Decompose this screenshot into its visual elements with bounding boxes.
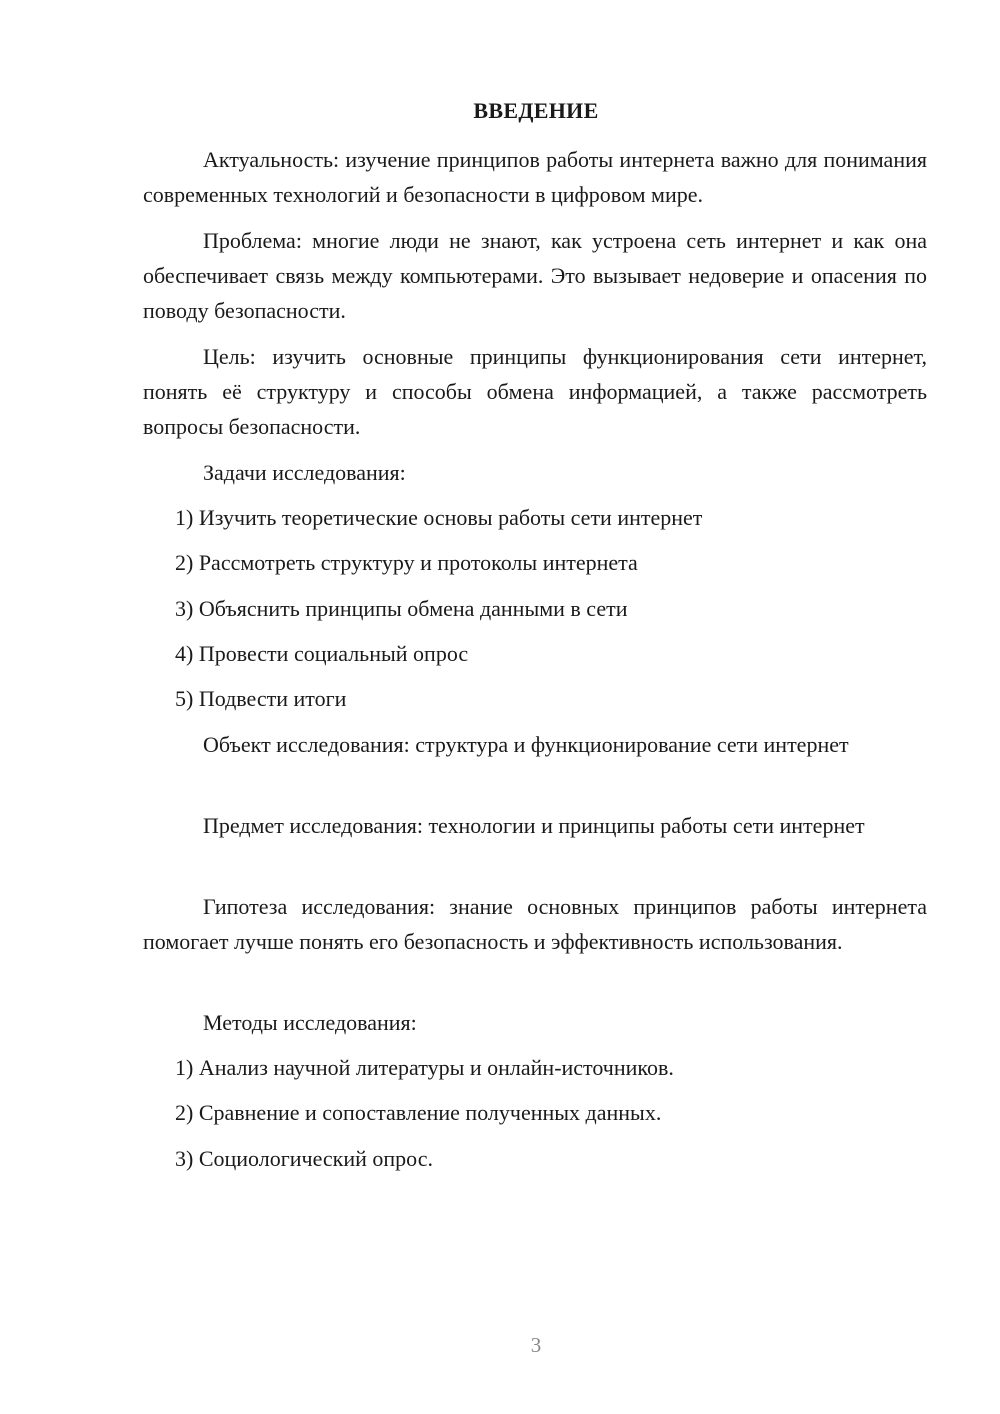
tasks-list: [175, 500, 702, 726]
relevance-paragraph: Актуальность: изучение принципов работы интернета важно для понимания современных технологий и безопасности в цифровом мире.: [143, 147, 927, 207]
task-item: 5) Подвести итоги: [175, 686, 347, 712]
goal-paragraph: Цель: изучить основные принципы функционирования сети интернет, понять её структуру и способы обмена информацией, а также рассмотреть вопросы безопасности.: [143, 344, 927, 439]
page-title: ВВЕДЕНИЕ: [473, 98, 599, 123]
subject-paragraph: Предмет исследования: технологии и принципы работы сети интернет: [203, 813, 865, 838]
page-number: 3: [530, 1333, 542, 1357]
problem-paragraph: Проблема: многие люди не знают, как устроена сеть интернет и как она обеспечивает связь между компьютерами. Это вызывает недоверие и опасения по поводу безопасности.: [143, 228, 927, 323]
task-item: 3) Объяснить принципы обмена данными в сети: [175, 595, 628, 621]
task-item: 2) Рассмотреть структуру и протоколы интернета: [175, 550, 638, 576]
methods-list: [175, 1050, 674, 1186]
method-item: 1) Анализ научной литературы и онлайн-источников.: [175, 1055, 674, 1080]
object-paragraph: Объект исследования: структура и функционирование сети интернет: [203, 732, 849, 757]
tasks-heading: Задачи исследования:: [203, 460, 406, 485]
task-item: 4) Провести социальный опрос: [175, 640, 469, 666]
task-item: 1) Изучить теоретические основы работы сети интернет: [175, 505, 703, 530]
hypothesis-paragraph: Гипотеза исследования: знание основных принципов работы интернета помогает лучше понять его безопасность и эффективность использования.: [143, 894, 927, 954]
method-item: 3) Социологический опрос.: [175, 1145, 433, 1171]
methods-heading: Методы исследования:: [203, 1010, 417, 1035]
method-item: 2) Сравнение и сопоставление полученных данных.: [175, 1100, 662, 1126]
